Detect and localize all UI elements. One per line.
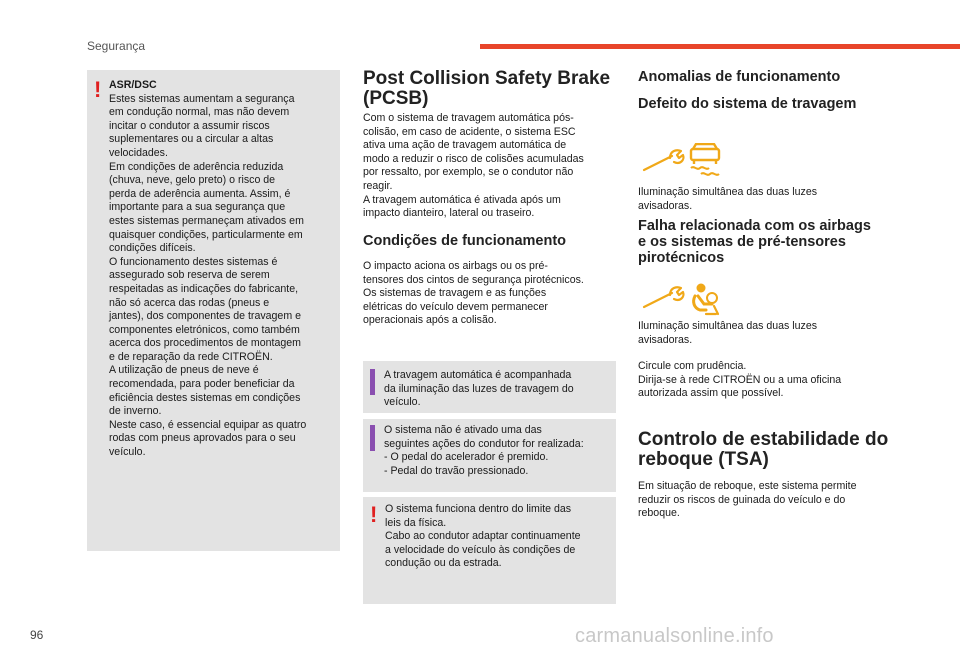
page-number: 96 [30, 628, 44, 642]
brake-defect-title: Defeito do sistema de travagem [638, 96, 857, 112]
anomalies-title: Anomalias de funcionamento [638, 69, 841, 85]
physics-warning-box [363, 497, 616, 604]
info-icon [370, 369, 375, 395]
info-box-brake-lights [363, 361, 616, 413]
asr-dsc-warning-box [87, 70, 340, 551]
info1-text: A travagem automática é acompanhada da iluminação das luzes de travagem do veículo. [384, 369, 574, 409]
wrench-icon [642, 285, 686, 316]
tsa-body: Em situação de reboque, este sistema permite reduzir os riscos de guinada do veículo e do reboque. [638, 480, 857, 520]
warning-icon: ! [370, 502, 378, 527]
header-accent-bar [480, 44, 960, 49]
tsa-title: Controlo de estabilidade do reboque (TSA) [638, 429, 889, 470]
pcsb-title: Post Collision Safety Brake (PCSB) [363, 68, 611, 109]
stability-control-icon [688, 143, 722, 184]
warning-text: O sistema funciona dentro do limite das leis da física. Cabo ao condutor adaptar continuamente a velocidade do veículo às condições de condução ou da estrada. [385, 503, 581, 570]
airbag-failure-text: Iluminação simultânea das duas luzes avisadoras. [638, 320, 818, 346]
asr-dsc-title: ASR/DSC [109, 79, 157, 91]
conditions-title: Condições de funcionamento [363, 233, 567, 249]
airbag-icon [688, 282, 720, 321]
warning-icon: ! [94, 77, 102, 102]
asr-dsc-body: Estes sistemas aumentam a segurança em condução normal, mas não devem incitar o condutor a assumir riscos suplementares ou a circular a altas velocidades. Em condições de aderência reduzida (chuva, neve, gelo preto) o risco de perda de aderência aumenta. Assim, é importante para a sua segurança que estes sistemas permaneçam ativados em quaisquer condições, particularmente em condições difíceis. O funcionamento destes sistemas é assegurado sob reserva de serem respeitadas as indicações do fabricante, não só acerca das rodas (pneus e jantes), dos componentes de travagem e componentes eletrónicos, como também acerca dos procedimentos de montagem e de reparação da rede CITROËN. A utilização de pneus de neve é recomendada, para poder beneficiar da eficiência destes sistemas em condições de inverno. Neste caso, é essencial equipar as quatro rodas com pneus aprovados para o seu veículo. [109, 92, 307, 459]
airbag-failure-title: Falha relacionada com os airbags e os sistemas de pré-tensores pirotécnicos [638, 218, 871, 266]
wrench-icon [642, 148, 686, 179]
pcsb-body: Com o sistema de travagem automática pós- colisão, em caso de acidente, o sistema ESC ativa uma ação de travagem automática de modo a reduzir o risco de colisões acumuladas por ressalto, por exemplo, se o condutor não reagir. A travagem automática é ativada após um impacto dianteiro, lateral ou traseiro. [363, 112, 584, 220]
conditions-body: O impacto aciona os airbags ou os pré- tensores dos cintos de segurança pirotécnicos. Os sistemas de travagem e as funções elétricas do veículo devem permanecer operacionais após a colisão. [363, 260, 584, 327]
brake-defect-text: Iluminação simultânea das duas luzes avisadoras. [638, 186, 818, 212]
advice-text: Circule com prudência. Dirija-se à rede CITROËN ou a uma oficina autorizada assim que possível. [638, 360, 842, 400]
section-label: Segurança [87, 39, 146, 53]
info2-text: O sistema não é ativado uma das seguintes ações do condutor for realizada: - O pedal do acelerador é premido. - Pedal do travão pressionado. [384, 424, 584, 477]
watermark: carmanualsonline.info [575, 625, 774, 647]
info-box-deactivation [363, 419, 616, 492]
info-icon [370, 425, 375, 451]
